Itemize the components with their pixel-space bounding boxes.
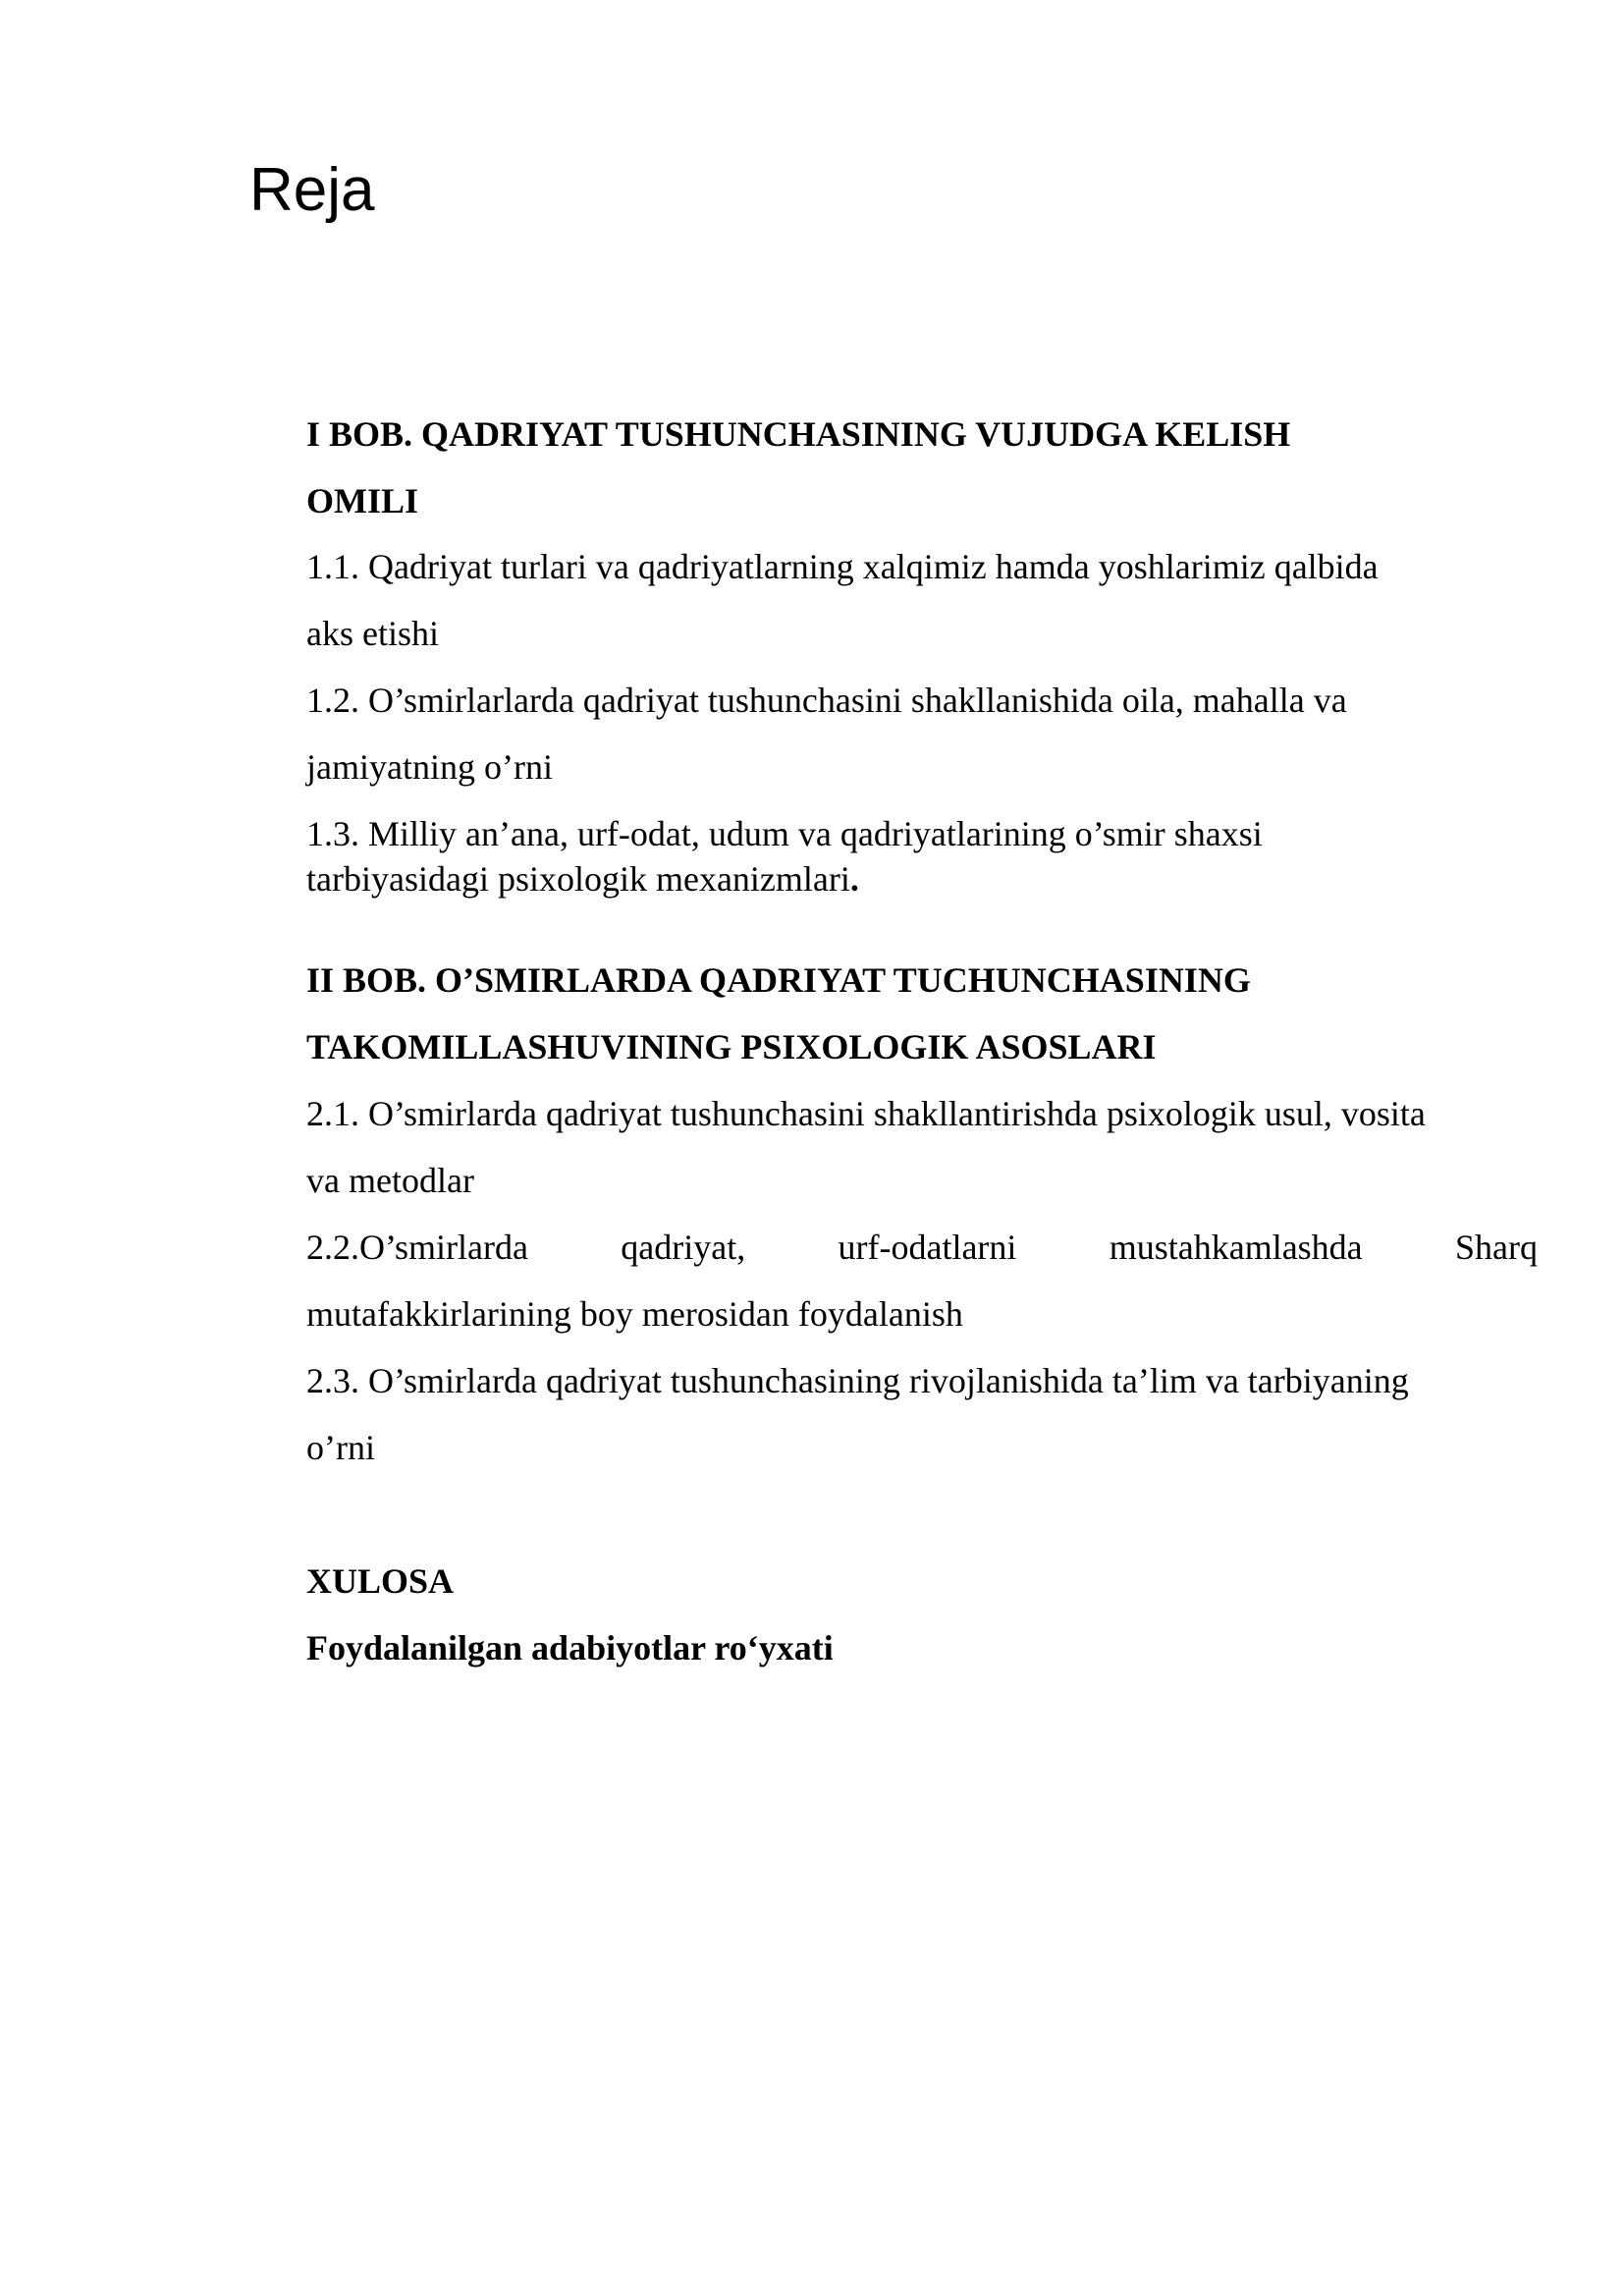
chapter1-heading-line2: OMILI xyxy=(306,481,419,520)
chapter2-item1-line1: 2.1. O’smirlarda qadriyat tushunchasini shakllantirishda psixologik usul, vosita xyxy=(306,1094,1426,1133)
chapter1-item1-line2: aks etishi xyxy=(306,614,439,653)
chapter1-item2-line1: 1.2. O’smirlarlarda qadriyat tushunchasini shakllanishida oila, mahalla va xyxy=(306,681,1347,720)
chapter2-item2-word: mustahkamlashda xyxy=(1109,1228,1363,1267)
chapter2-item2-word: urf-odatlarni xyxy=(838,1228,1017,1267)
page-title: Reja xyxy=(249,156,375,224)
chapter1-item3-line2 xyxy=(306,857,1538,901)
chapter1-item3-line2-text: tarbiyasidagi psixologik mexanizmlari xyxy=(306,859,850,899)
chapter2-heading-line1: II BOB. O’SMIRLARDA QADRIYAT TUCHUNCHASINING xyxy=(306,960,1251,1000)
chapter2-item2-word: 2.2.O’smirlarda xyxy=(306,1228,528,1267)
chapter1-item1-line1: 1.1. Qadriyat turlari va qadriyatlarning xalqimiz hamda yoshlarimiz qalbida xyxy=(306,547,1379,586)
chapter2-item3-line2: o’rni xyxy=(306,1428,375,1467)
chapter2-item2-line1 xyxy=(306,1226,1538,1269)
chapter2-item2-word: qadriyat, xyxy=(621,1228,746,1267)
chapter2-item2-line2: mutafakkirlarining boy merosidan foydalanish xyxy=(306,1294,963,1334)
chapter2-heading-line2: TAKOMILLASHUVINING PSIXOLOGIK ASOSLARI xyxy=(306,1027,1157,1066)
chapter1-item3-line1: 1.3. Milliy an’ana, urf-odat, udum va qadriyatlarining o’smir shaxsi xyxy=(306,814,1263,853)
conclusion-heading: XULOSA xyxy=(306,1561,455,1601)
chapter1-item3-period: . xyxy=(849,859,859,899)
chapter1-heading-line1: I BOB. QADRIYAT TUSHUNCHASINING VUJUDGA KELISH xyxy=(306,414,1291,454)
chapter2-item3-line1: 2.3. O’smirlarda qadriyat tushunchasining rivojlanishida ta’lim va tarbiyaning xyxy=(306,1361,1409,1400)
references-heading: Foydalanilgan adabiyotlar ro‘yxati xyxy=(306,1628,834,1667)
chapter2-item2-word: Sharq xyxy=(1454,1228,1538,1267)
chapter2-item1-line2: va metodlar xyxy=(306,1161,474,1200)
chapter1-item2-line2: jamiyatning o’rni xyxy=(306,747,553,787)
